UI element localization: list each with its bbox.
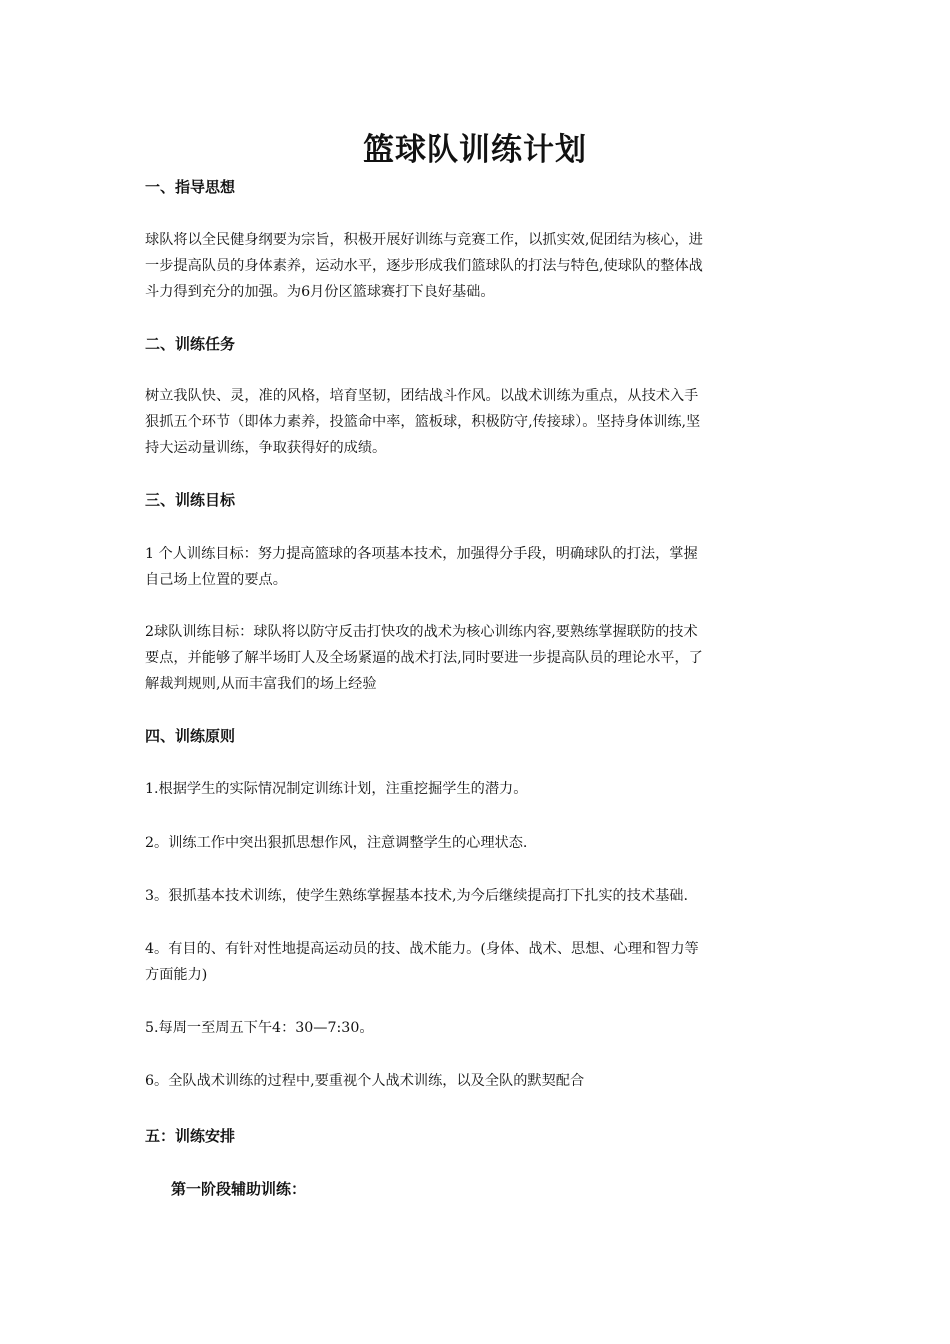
- paragraph-line: 6。全队战术训练的过程中,要重视个人战术训练，以及全队的默契配合: [145, 1073, 585, 1089]
- paragraph-line: 1 个人训练目标：努力提高篮球的各项基本技术，加强得分手段，明确球队的打法，掌握: [145, 546, 698, 562]
- document-title: 篮球队训练计划: [363, 132, 587, 168]
- paragraph-line: 斗力得到充分的加强。为6月份区篮球赛打下良好基础。: [145, 284, 495, 300]
- paragraph-line: 狠抓五个环节（即体力素养，投篮命中率，篮板球，积极防守,传接球）。坚持身体训练,坚: [145, 414, 701, 430]
- paragraph-line: 1.根据学生的实际情况制定训练计划，注重挖掘学生的潜力。: [145, 781, 528, 797]
- paragraph-line: 4。有目的、有针对性地提高运动员的技、战术能力。(身体、战术、思想、心理和智力等: [145, 941, 699, 957]
- paragraph-line: 自己场上位置的要点。: [145, 572, 287, 588]
- paragraph: [145, 383, 809, 461]
- paragraph-line: 要点，并能够了解半场盯人及全场紧逼的战术打法,同时要进一步提高队员的理论水平，了: [145, 650, 703, 666]
- paragraph-line: 2球队训练目标：球队将以防守反击打快攻的战术为核心训练内容,要熟练掌握联防的技术: [145, 624, 698, 640]
- section-heading-guiding-thought: 一、指导思想: [145, 178, 236, 196]
- paragraph: [145, 619, 809, 697]
- principle-item: [145, 936, 809, 988]
- paragraph-line: 树立我队快、灵，准的风格，培育坚韧，团结战斗作风。以战术训练为重点，从技术入手: [145, 388, 699, 404]
- paragraph-line: 球队将以全民健身纲要为宗旨，积极开展好训练与竞赛工作，以抓实效,促团结为核心，进: [145, 232, 703, 248]
- paragraph: [145, 541, 809, 593]
- section-heading-training-goals: 三、训练目标: [145, 491, 236, 509]
- section-heading-training-schedule: 五：训练安排: [145, 1127, 236, 1145]
- paragraph-line: 3。狠抓基本技术训练，使学生熟练掌握基本技术,为今后继续提高打下扎实的技术基础.: [145, 888, 688, 904]
- principle-item: [145, 883, 809, 909]
- principle-item: [145, 1015, 809, 1041]
- paragraph-line: 一步提高队员的身体素养，运动水平，逐步形成我们篮球队的打法与特色,使球队的整体战: [145, 258, 703, 274]
- paragraph-line: 2。训练工作中突出狠抓思想作风，注意调整学生的心理状态.: [145, 835, 528, 851]
- paragraph-line: 方面能力): [145, 967, 208, 983]
- subheading-phase-one: 第一阶段辅助训练：: [171, 1180, 307, 1198]
- section-heading-training-tasks: 二、训练任务: [145, 335, 236, 353]
- paragraph-line: 持大运动量训练，争取获得好的成绩。: [145, 440, 387, 456]
- paragraph-line: 解裁判规则,从而丰富我们的场上经验: [145, 676, 377, 692]
- paragraph: [145, 227, 809, 305]
- paragraph-line: 5.每周一至周五下午4：30—7:30。: [145, 1020, 374, 1036]
- section-heading-training-principles: 四、训练原则: [145, 727, 236, 745]
- principle-item: [145, 776, 809, 802]
- principle-item: [145, 1068, 809, 1094]
- principle-item: [145, 830, 809, 856]
